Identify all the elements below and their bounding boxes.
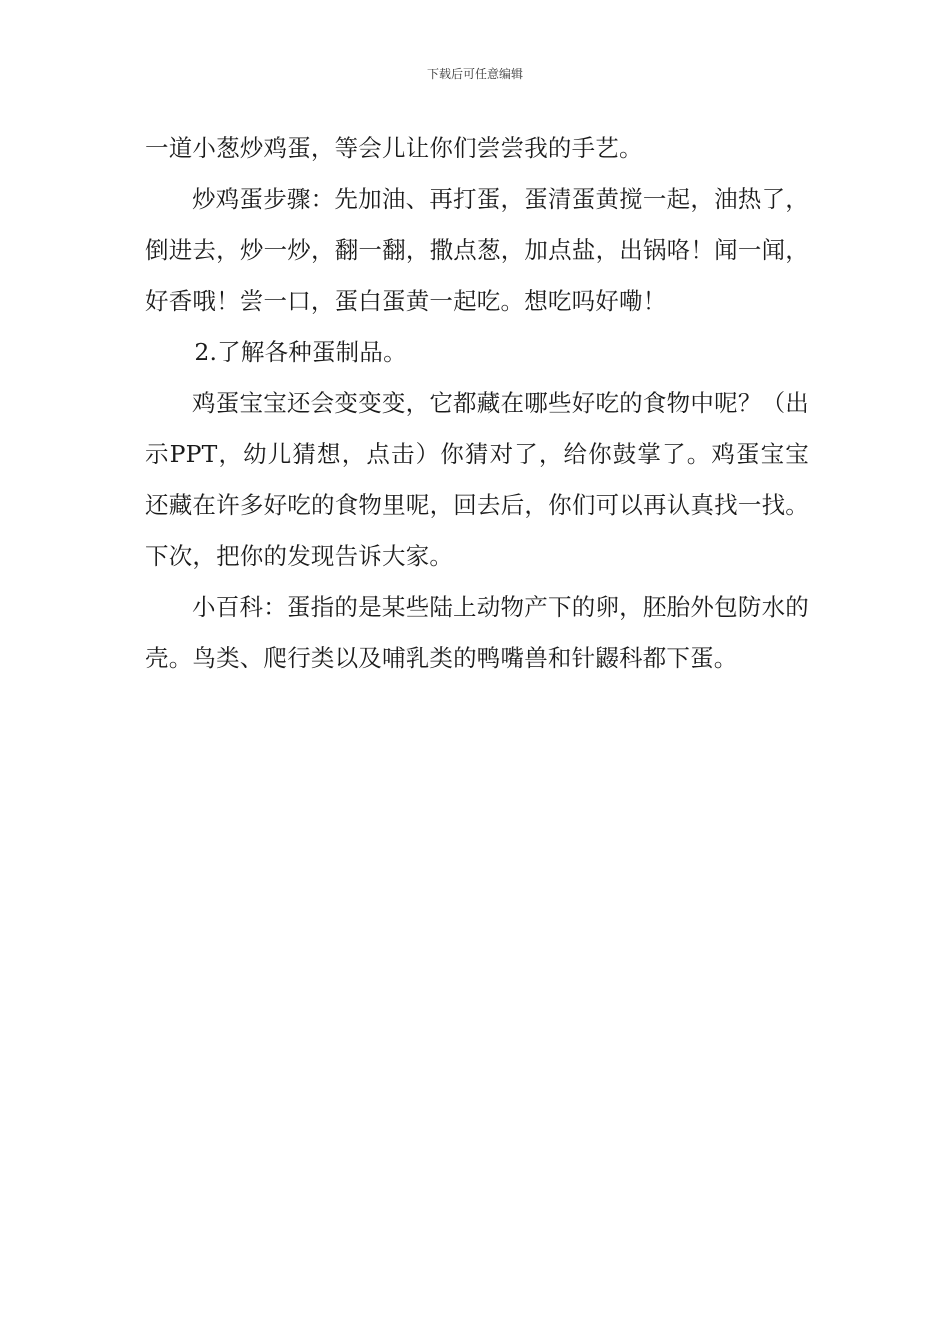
page-header: 下载后可任意编辑 (426, 67, 523, 81)
document-body (145, 123, 809, 684)
paragraph-cooking-steps: 炒鸡蛋步骤：先加油、再打蛋，蛋清蛋黄搅一起，油热了，倒进去，炒一炒，翻一翻，撒点葱，加点盐，出锅咯！闻一闻，好香哦！尝一口，蛋白蛋黄一起吃。想吃吗好嘞！ (145, 185, 809, 315)
paragraph-encyclopedia: 小百科：蛋指的是某些陆上动物产下的卵，胚胎外包防水的壳。鸟类、爬行类以及哺乳类的鸭嘴兽和针鼹科都下蛋。 (145, 593, 809, 672)
paragraph-egg-foods: 鸡蛋宝宝还会变变变，它都藏在哪些好吃的食物中呢？（出示PPT，幼儿猜想，点击）你猜对了，给你鼓掌了。鸡蛋宝宝还藏在许多好吃的食物里呢，回去后，你们可以再认真找一找。下次，把你的发现告诉大家。 (145, 389, 809, 570)
section-heading-egg-products: 2.了解各种蛋制品。 (194, 338, 407, 366)
paragraph-continuation: 一道小葱炒鸡蛋，等会儿让你们尝尝我的手艺。 (145, 134, 643, 162)
